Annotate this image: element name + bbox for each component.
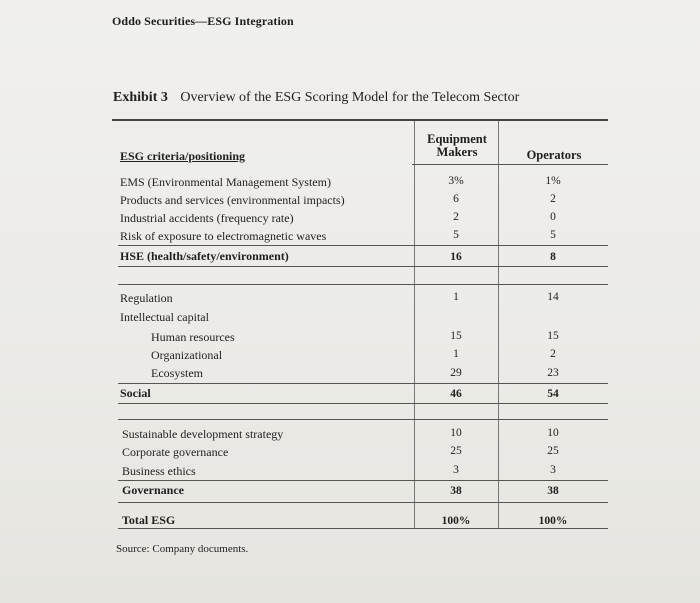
gov-row-3-label: Business ethics	[122, 464, 196, 478]
ecosystem-equipment: 29	[450, 367, 462, 379]
criteria-header: ESG criteria/positioning	[120, 149, 246, 163]
governance-total-label: Governance	[122, 483, 184, 497]
human-resources-equipment: 15	[450, 330, 462, 342]
social-total-label: Social	[120, 386, 151, 400]
gov-subtotal-rule	[118, 480, 608, 481]
social-block-bottom-rule	[118, 403, 608, 404]
exhibit-caption: Overview of the ESG Scoring Model for the Telecom Sector	[180, 90, 520, 105]
hse-total-label: HSE (health/safety/environment)	[120, 249, 289, 263]
total-esg-label: Total ESG	[122, 513, 176, 527]
total-esg-operators: 100%	[538, 515, 568, 527]
governance-block-bottom-rule	[118, 502, 608, 503]
hse-total-operators: 8	[550, 251, 556, 263]
social-subtotal-rule	[118, 383, 608, 384]
governance-total-operators: 38	[547, 485, 559, 497]
table-bottom-rule	[118, 528, 608, 529]
env-row-4-equipment: 5	[453, 229, 459, 241]
ecosystem-label: Ecosystem	[151, 366, 203, 380]
organizational-operators: 2	[550, 348, 556, 360]
social-total-equipment: 46	[450, 388, 462, 400]
organizational-label: Organizational	[151, 348, 223, 362]
ecosystem-operators: 23	[547, 367, 559, 379]
exhibit-number: Exhibit 3	[113, 90, 168, 105]
env-row-1-label: EMS (Environmental Management System)	[120, 175, 331, 189]
env-block-bottom-rule	[118, 266, 608, 267]
gov-row-2-equipment: 25	[450, 445, 462, 457]
governance-total-equipment: 38	[450, 485, 462, 497]
env-row-3-equipment: 2	[453, 211, 459, 223]
env-row-2-equipment: 6	[453, 193, 459, 205]
total-esg-equipment: 100%	[441, 515, 471, 527]
env-row-4-operators: 5	[550, 229, 556, 241]
regulation-label: Regulation	[120, 291, 173, 305]
intellectual-capital-label: Intellectual capital	[120, 310, 209, 324]
env-row-1-operators: 1%	[545, 175, 561, 187]
env-subtotal-rule	[118, 245, 608, 246]
header-underline	[412, 164, 608, 165]
gov-row-3-equipment: 3	[453, 464, 459, 476]
table-top-rule	[112, 119, 608, 121]
env-row-2-operators: 2	[550, 193, 556, 205]
env-row-2-label: Products and services (environmental impacts)	[120, 193, 345, 207]
governance-block-top-rule	[118, 419, 608, 420]
human-resources-operators: 15	[547, 330, 559, 342]
organizational-equipment: 1	[453, 348, 459, 360]
column-divider-1	[414, 121, 415, 528]
exhibit-title	[113, 90, 519, 106]
gov-row-1-label: Sustainable development strategy	[122, 427, 284, 441]
hse-total-equipment: 16	[450, 251, 462, 263]
env-row-3-label: Industrial accidents (frequency rate)	[120, 211, 294, 225]
env-row-4-label: Risk of exposure to electromagnetic waves	[120, 229, 327, 243]
social-total-operators: 54	[547, 388, 559, 400]
source-note: Source: Company documents.	[116, 543, 249, 555]
column-divider-2	[498, 121, 499, 528]
env-row-1-equipment: 3%	[448, 175, 464, 187]
operators-header: Operators	[526, 148, 582, 162]
gov-row-2-operators: 25	[547, 445, 559, 457]
running-header: Oddo Securities—ESG Integration	[112, 14, 294, 28]
gov-row-1-operators: 10	[547, 427, 559, 439]
gov-row-1-equipment: 10	[450, 427, 462, 439]
gov-row-3-operators: 3	[550, 464, 556, 476]
env-row-3-operators: 0	[550, 211, 556, 223]
social-block-top-rule	[118, 284, 608, 285]
gov-row-2-label: Corporate governance	[122, 445, 229, 459]
regulation-equipment: 1	[453, 291, 459, 303]
regulation-operators: 14	[547, 291, 559, 303]
equipment-makers-header: Equipment Makers	[427, 132, 487, 159]
human-resources-label: Human resources	[151, 330, 235, 344]
